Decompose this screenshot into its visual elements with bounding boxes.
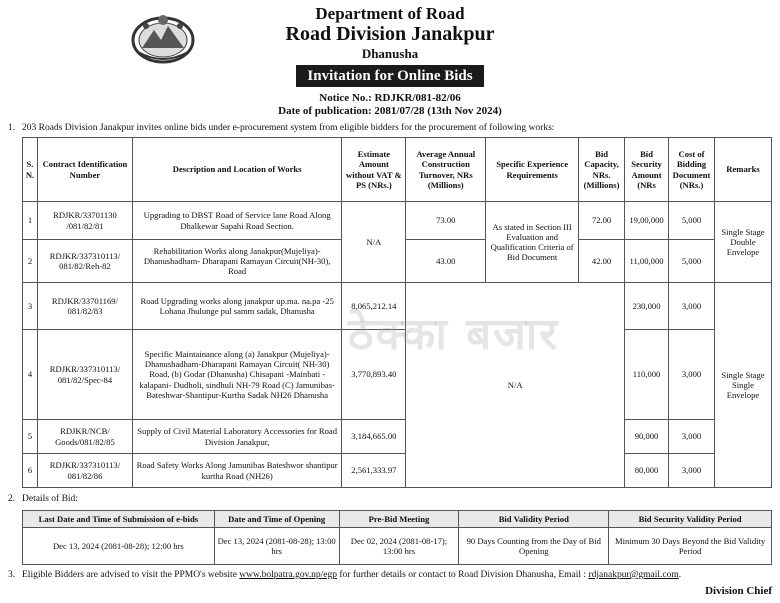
row-estimate: 3,184,665.00: [342, 420, 406, 454]
col-opening: Date and Time of Opening: [214, 511, 339, 528]
paragraph-1: 1. 203 Roads Division Janakpur invites online bids under e-procurement system from eligible bidders for the procurement of following works:: [8, 123, 555, 133]
table-row: [23, 420, 772, 454]
division-title: Road Division Janakpur: [285, 23, 495, 45]
paragraph-3-text-before: Eligible Bidders are advised to visit the PPMO's website: [22, 570, 240, 580]
col-experience: Specific Experience Requirements: [486, 138, 579, 202]
row-estimate: N/A: [342, 202, 406, 283]
prebid-value: Dec 02, 2024 (2081-08-17); 13:00 hrs: [339, 528, 459, 565]
col-estimate: Estimate Amount without VAT & PS (NRs.): [342, 138, 406, 202]
row-description: Upgrading to DBST Road of Service lane Road Along Dhalkewar Sapahi Road Section.: [132, 202, 341, 240]
table-header-row: [23, 138, 772, 202]
bid-details-table: [22, 510, 772, 565]
row-security: 110,000: [625, 330, 669, 420]
col-validity: Bid Validity Period: [459, 511, 609, 528]
notice-number: Notice No.: RDJKR/081-82/06: [319, 92, 461, 104]
watermark: ठेक्का बजार: [348, 309, 560, 360]
row-contract-id: RDJKR/NCB/ Goods/081/82/85: [37, 420, 132, 454]
district-title: Dhanusha: [361, 46, 419, 61]
row-description: Road Safety Works Along Jamunibas Bateshwor shantipur kurtha Road (NH26): [132, 454, 341, 488]
col-security-validity: Bid Security Validity Period: [609, 511, 772, 528]
row-estimate: 2,561,333.97: [342, 454, 406, 488]
row-cost: 3,000: [669, 330, 715, 420]
row-cost: 5,000: [669, 240, 715, 283]
table-row: [23, 202, 772, 240]
row-cost: 3,000: [669, 283, 715, 330]
paragraph-3-text-middle: for further details or contact to Road Division Dhanusha, Email :: [337, 570, 589, 580]
validity-value: 90 Days Counting from the Day of Bid Opening: [459, 528, 609, 565]
table-row: [23, 454, 772, 488]
row-security: 11,00,000: [625, 240, 669, 283]
paragraph-3: 3. Eligible Bidders are advised to visit the PPMO's website www.bolpatra.gov.np/egp for further details or contact to Road Division Dhanusha, Email : rdjanakpur@gmail.com.: [8, 570, 682, 580]
department-title: Department of Road: [315, 4, 465, 23]
col-submission: Last Date and Time of Submission of e-bids: [23, 511, 215, 528]
row-estimate: 3,770,893.40: [342, 330, 406, 420]
col-turnover: Average Annual Construction Turnover, NRs (Millions): [406, 138, 486, 202]
security-validity-value: Minimum 30 Days Beyond the Bid Validity Period: [609, 528, 772, 565]
row-description: Rehabilitation Works along Janakpur(Mujeliya)- Dhanushadham- Dharapani Ramayan Circuit(NH-30), Road: [132, 240, 341, 283]
row-contract-id: RDJKR/337310113/ 081/82/86: [37, 454, 132, 488]
row-sn: 6: [23, 454, 38, 488]
row-sn: 3: [23, 283, 38, 330]
row-estimate: 8,065,212.14: [342, 283, 406, 330]
row-security: 19,00,000: [625, 202, 669, 240]
row-capacity: 42.00: [579, 240, 625, 283]
row-cost: 3,000: [669, 454, 715, 488]
col-capacity: Bid Capacity, NRs. (Millions): [579, 138, 625, 202]
paragraph-2: 2. Details of Bid:: [8, 494, 78, 504]
row-description: Specific Maintainance along (a) Janakpur (Mujeliya)- Dhanushadham-Dharapani Ramayan Circuit( NH-30) Road, (b) Godar (Dhanusha) Chisapani -Mainbati -kalapani- Dudholi, sindhuli NH-79 Road (C) Jamunibas- Bateshwar-Shantipur-Kurtha Sadak NH26 Dhanusha: [132, 330, 341, 420]
row-contract-id: RDJKR/337310113/ 081/82/Reh-82: [37, 240, 132, 283]
row-cost: 3,000: [669, 420, 715, 454]
row-contract-id: RDJKR/33701169/ 081/82/83: [37, 283, 132, 330]
details-header-row: [23, 511, 772, 528]
paragraph-3-text-after: .: [678, 570, 682, 580]
col-cost: Cost of Bidding Document (NRs.): [669, 138, 715, 202]
opening-value: Dec 13, 2024 (2081-08-28); 13:00 hrs: [214, 528, 339, 565]
row-experience: As stated in Section III Evaluation and Qualification Criteria of Bid Document: [486, 202, 579, 283]
row-remarks: Single Stage Double Envelope: [715, 202, 772, 283]
row-contract-id: RDJKR/33701130 /081/82/81: [37, 202, 132, 240]
row-security: 80,000: [625, 454, 669, 488]
ppmo-website-link[interactable]: www.bolpatra.gov.np/egp: [239, 570, 338, 580]
row-contract-id: RDJKR/337310113/ 081/82/Spec-84: [37, 330, 132, 420]
email-link[interactable]: rdjanakpur@gmail.com: [588, 570, 679, 580]
row-description: Road Upgrading works along janakpur up.ma. na.pa -25 Lohana Jhulunge pul samm sadak, Dhanusha: [132, 283, 341, 330]
paragraph-2-text: Details of Bid:: [22, 494, 78, 504]
col-description: Description and Location of Works: [132, 138, 341, 202]
notice-info: [0, 92, 780, 118]
publication-date: Date of publication: 2081/07/28 (13th Nov 2024): [278, 105, 502, 117]
row-sn: 5: [23, 420, 38, 454]
row-remarks: Single Stage Single Envelope: [715, 283, 772, 488]
row-description: Supply of Civil Material Laboratory Accessories for Road Division Janakpur,: [132, 420, 341, 454]
submission-value: Dec 13, 2024 (2081-08-28); 12:00 hrs: [23, 528, 215, 565]
row-turnover: 73.00: [406, 202, 486, 240]
col-remarks: Remarks: [715, 138, 772, 202]
row-security: 230,000: [625, 283, 669, 330]
details-row: [23, 528, 772, 565]
row-sn: 1: [23, 202, 38, 240]
row-security: 90,000: [625, 420, 669, 454]
row-capacity: 72.00: [579, 202, 625, 240]
col-contract-id: Contract Identification Number: [37, 138, 132, 202]
row-turnover: 43.00: [406, 240, 486, 283]
signature-title: Division Chief: [705, 585, 772, 597]
col-security: Bid Security Amount (NRs: [625, 138, 669, 202]
row-sn: 2: [23, 240, 38, 283]
col-sn: S. N.: [23, 138, 38, 202]
paragraph-1-text: 203 Roads Division Janakpur invites online bids under e-procurement system from eligible bidders for the procurement of following works:: [22, 123, 555, 133]
col-prebid: Pre-Bid Meeting: [339, 511, 459, 528]
row-cost: 5,000: [669, 202, 715, 240]
row-sn: 4: [23, 330, 38, 420]
invitation-banner: Invitation for Online Bids: [296, 65, 484, 87]
row-na-merged: N/A: [406, 283, 625, 488]
